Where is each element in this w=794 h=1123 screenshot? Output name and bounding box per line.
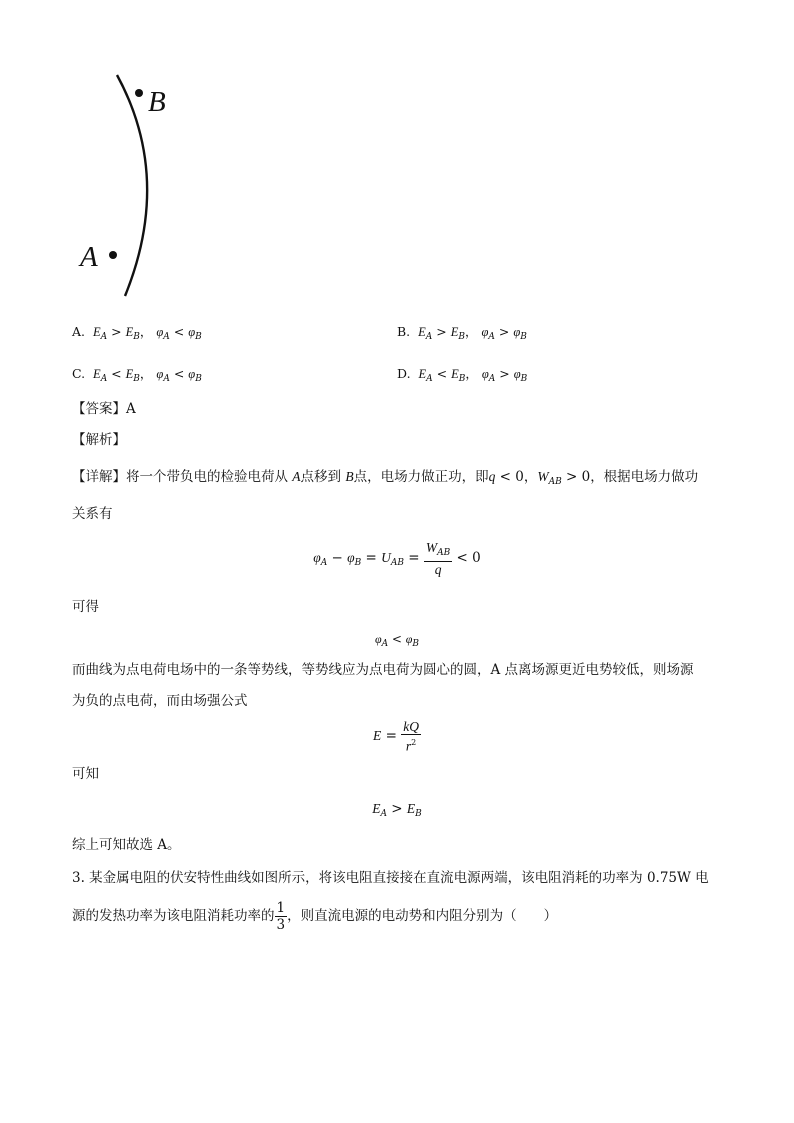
paragraph-2-line-2: 为负的点电荷，而由场强公式 [72,693,248,709]
option-d: D. $E_A < E_B$， $\varphi_A > \varphi_B$ [397,366,528,384]
answer-line: 【答案】A [72,401,136,417]
analysis-tag: 【解析】 [72,432,126,448]
equation-potential-compare: $\varphi_A < \varphi_B$ [374,632,420,649]
text-kede: 可得 [72,599,99,615]
question-3-line-1: 3. 某金属电阻的伏安特性曲线如图所示，将该电阻直接接在直流电源两端，该电阻消耗的功率为 0.75W 电 [72,870,709,886]
equipotential-curve [117,75,147,296]
question-3-line-2: 源的发热功率为该电阻消耗功率的 $\frac{1}{3}$ ，则直流电源的电动势和内阻分别为（ ） [72,899,558,933]
option-c: C. $E_A < E_B$， $\varphi_A < \varphi_B$ [72,366,202,384]
point-a-dot [109,251,117,259]
option-a: A. $E_A > E_B$， $\varphi_A < \varphi_B$ [72,324,202,342]
point-a-label: A [80,241,98,273]
option-b: B. $E_A > E_B$， $\varphi_A > \varphi_B$ [397,324,527,342]
point-b-dot [135,89,143,97]
equipotential-figure [60,60,200,310]
conclusion: 综上可知故选 A。 [72,837,181,853]
equation-field-strength: E = $\frac{kQ}{r^2}$ [373,718,419,754]
equation-field-compare: $E_A > E_B$ [372,801,422,819]
fraction-kq-over-r2: $\frac{kQ}{r^2}$ [403,718,419,754]
paragraph-2-line-1: 而曲线为点电荷电场中的一条等势线，等势线应为点电荷为圆心的圆，A 点离场源更近电势较低，则场源 [72,662,694,678]
fraction-w-over-q: $\frac{W_{AB}}{q}$ [425,539,451,577]
text-kezhi: 可知 [72,766,99,782]
equation-potential-difference: $\varphi_A - \varphi_B = U_{AB}$ = $\frac{W_{AB}}{q}$ < 0 [313,539,481,577]
detail-line-2: 关系有 [72,506,113,522]
fraction-one-third: $\frac{1}{3}$ [276,899,286,933]
detail-line-1: 【详解】将一个带负电的检验电荷从 A点移到 B点，电场力做正功，即q < 0，$W_{AB} > 0$，根据电场力做功 [72,469,699,487]
point-b-label: B [148,86,166,118]
